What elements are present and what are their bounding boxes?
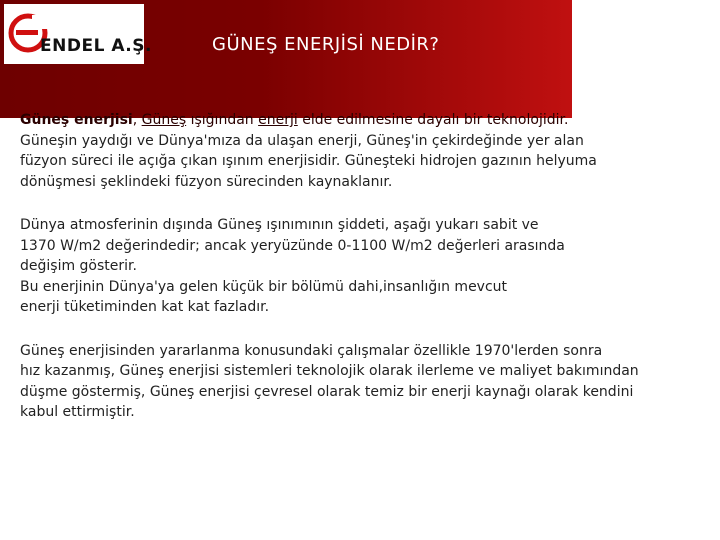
main-content <box>20 110 715 446</box>
logo-text: ENDEL A.Ş. <box>40 36 152 56</box>
paragraph-line: Güneşin yaydığı ve Dünya'mıza da ulaşan enerji, Güneş'in çekirdeğinde yer alan <box>20 132 584 149</box>
paragraph-line: değişim gösterir. <box>20 258 137 274</box>
paragraph-line: hız kazanmış, Güneş enerjisi sistemleri teknolojik olarak ilerleme ve maliyet bakımından <box>20 363 639 379</box>
paragraph-line: enerji tüketiminden kat kat fazladır. <box>20 299 270 315</box>
title-banner <box>0 0 572 118</box>
paragraph-line: Bu enerjinin Dünya'ya gelen küçük bir bölümü dahi,insanlığın mevcut <box>20 278 508 295</box>
paragraph-history <box>20 341 715 423</box>
company-logo <box>4 4 152 64</box>
paragraph-line: dönüşmesi şeklindeki füzyon sürecinden kaynaklanır. <box>20 173 393 190</box>
text-fragment: , <box>132 112 142 128</box>
paragraph-line: düşme göstermiş, Güneş enerjisi çevresel olarak temiz bir enerji kaynağı olarak kendini <box>20 383 634 400</box>
term-gunes-enerjisi: Güneş enerjisi <box>20 112 133 128</box>
text-fragment: elde edilmesine dayalı bir teknolojidir. <box>297 112 569 128</box>
paragraph-line: Güneş enerjisinden yararlanma konusundaki çalışmalar özellikle 1970'lerden sonra <box>20 342 603 359</box>
paragraph-line: 1370 W/m2 değerindedir; ancak yeryüzünde 0-1100 W/m2 değerleri arasında <box>20 237 565 254</box>
paragraph-line: Dünya atmosferinin dışında Güneş ışınımının şiddeti, aşağı yukarı sabit ve <box>20 217 539 233</box>
paragraph-intensity <box>20 215 715 318</box>
paragraph-line <box>20 110 715 131</box>
text-fragment: ışığından <box>186 112 259 128</box>
paragraph-line: füzyon süreci ile açığa çıkan ışınım enerjisidir. Güneşteki hidrojen gazının helyuma <box>20 153 597 169</box>
link-enerji[interactable]: enerji <box>258 112 298 128</box>
paragraph-definition <box>20 110 715 192</box>
link-gunes[interactable]: Güneş <box>141 112 187 128</box>
page-title: GÜNEŞ ENERJİSİ NEDİR? <box>212 34 440 55</box>
paragraph-line: kabul ettirmiştir. <box>20 404 135 420</box>
